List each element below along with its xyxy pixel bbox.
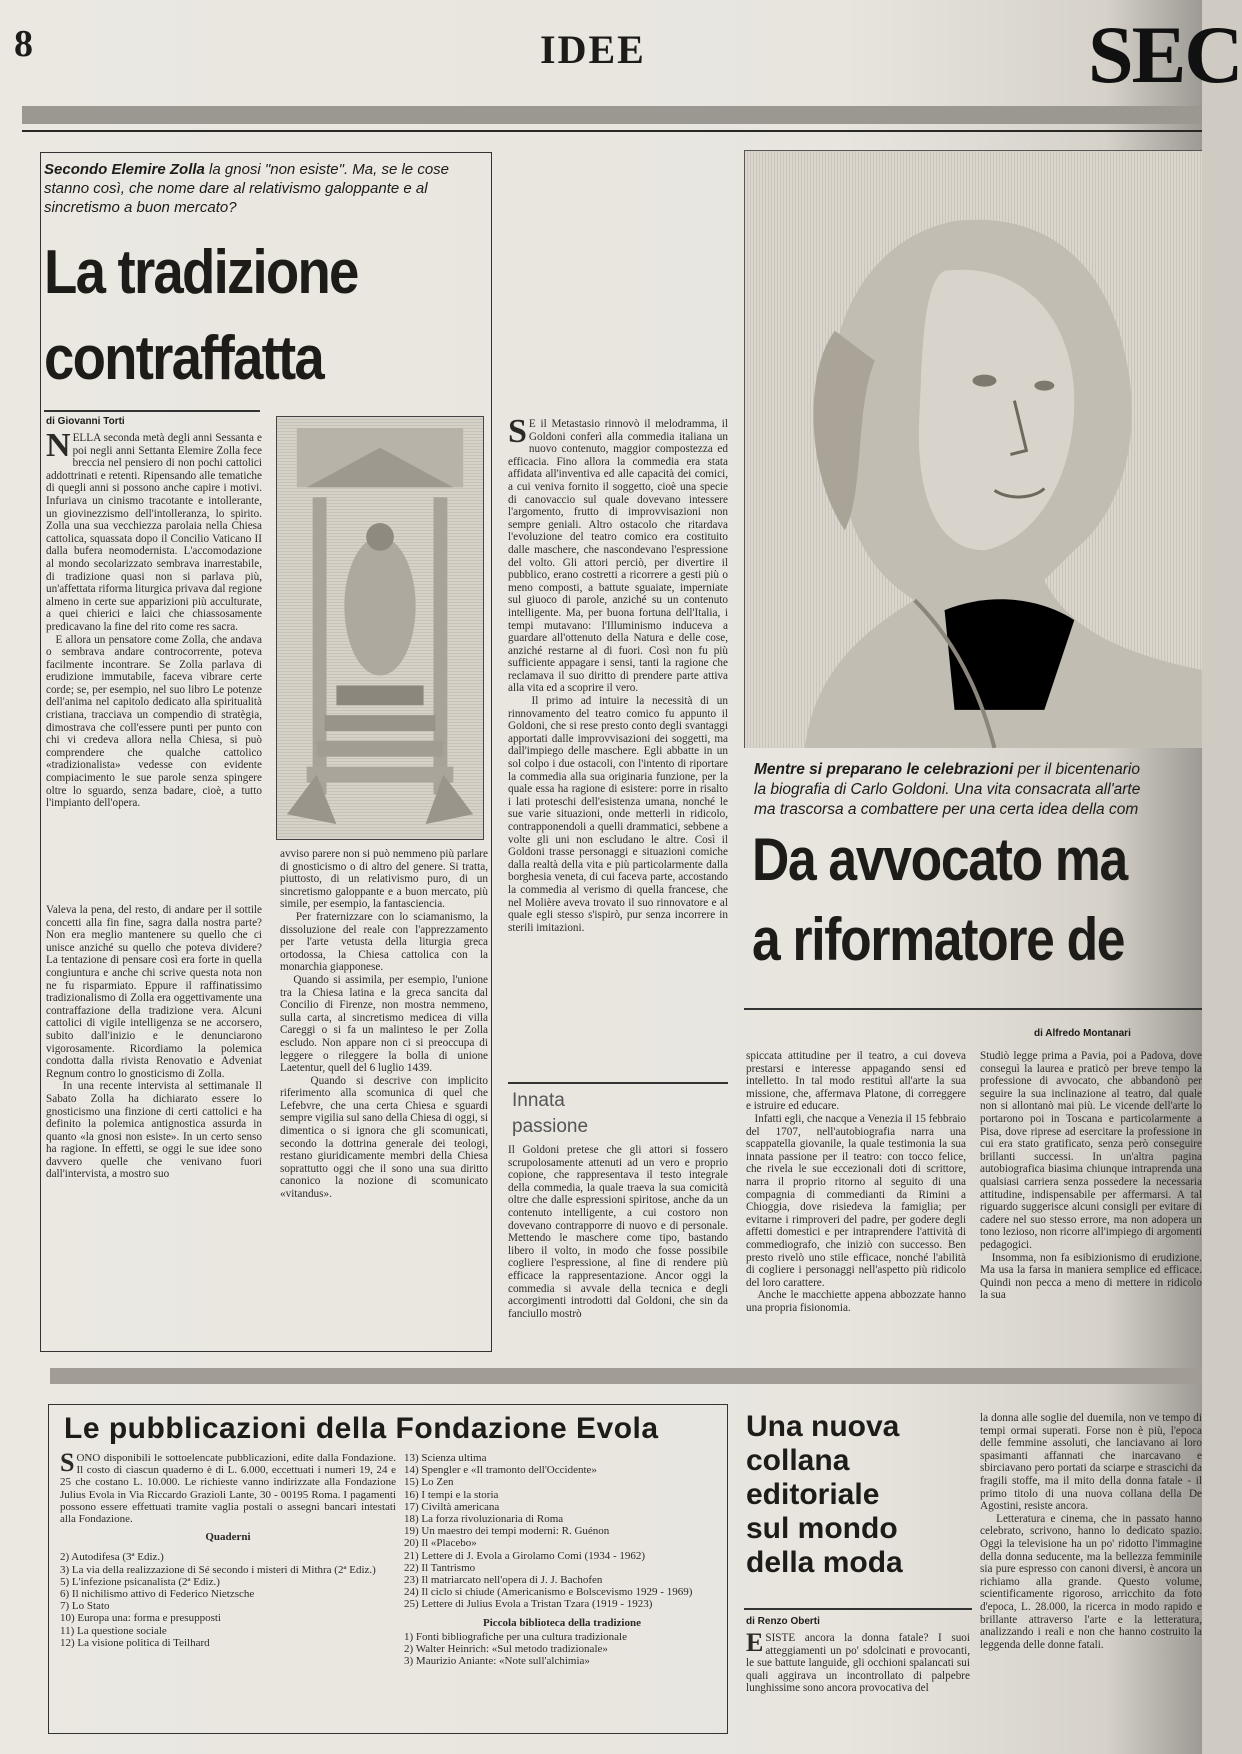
drop-cap: N — [46, 427, 71, 464]
subhead-rule — [508, 1082, 728, 1084]
fondazione-column — [404, 1452, 720, 1722]
article-headline — [44, 230, 431, 402]
deck-text: per il bicentenario — [1013, 761, 1140, 778]
subhead-line: passione — [512, 1116, 589, 1137]
list-item: 7) Lo Stato — [60, 1600, 110, 1613]
list-item: 3) La via della realizzazione di Sé secondo i misteri di Mithra (2ª Ediz.) — [60, 1563, 376, 1576]
headline-line: sul mondo — [746, 1512, 898, 1545]
headline-line: della moda — [746, 1546, 903, 1579]
article2-deck — [754, 760, 1214, 820]
headline-line: La tradizione — [44, 238, 358, 307]
fondazione-column — [60, 1448, 396, 1722]
article2-byline: di Alfredo Montanari — [1034, 1028, 1131, 1039]
list-item: 11) La questione sociale — [60, 1624, 167, 1637]
article-byline: di Giovanni Torti — [46, 416, 125, 427]
list-item: 5) L'infezione psicanalista (2ª Ediz.) — [60, 1575, 220, 1588]
quaderni-list — [60, 1551, 396, 1649]
list-item: 10) Europa una: forma e presupposti — [60, 1612, 221, 1625]
list-item: 16) I tempi e la storia — [404, 1488, 499, 1501]
list-item: 22) Il Tantrismo — [404, 1561, 476, 1574]
headline-line: Da avvocato ma — [752, 826, 1127, 893]
collana-byline: di Renzo Oberti — [746, 1616, 820, 1627]
list-item: 18) La forza rivoluzionaria di Roma — [404, 1513, 564, 1526]
section-title: IDEE — [540, 27, 646, 72]
list-item: 24) Il ciclo si chiude (Americanismo e Bolscevismo 1929 - 1969) — [404, 1586, 693, 1599]
collana-column: la donna alle soglie del duemila, non ve tempo di tempi ormai superati. Forse non è più, l'epoca delle femmine assoluti, che lanciavano ai loro spasimanti affannati che inarcavano e sbirciavano pero portati da sciarpe e strascichi da fragili stoffe, ma il mito della donna fatale - il primo titolo di una nuova collana della De Agostini, resiste ancora. Letteratura e cinema, che in passato hanno celebrato, scrivono, hanno lo dedicato spazio. Oggi la televisione ha un po' ridotto l'immagine della donna seducente, ma la bellezza femminile sia pure espresso con canoni diversi, è ancora un richiamo alla grande. Questo volume, scientificamente rigoroso, arricchito da foto d'epoca, L. 28.000, la ricerca in modo rapido e brillante attraverso l'arte e la letteratura, analizzando i reali e non che hanno costruito la leggenda delle donne fatali. — [980, 1412, 1202, 1651]
deck-author: Secondo Elemire Zolla — [44, 161, 205, 178]
list-item: 20) Il «Placebo» — [404, 1537, 477, 1550]
article-column: Studiò legge prima a Pavia, poi a Padova, dove conseguì la laurea e praticò per breve tempo la professione di avvocato, che abbandonò per seguire la sua inclinazione al teatro, dal quale non si allontanò mai più. Le vicende dell'arte lo portarono poi in Toscana e particolarmente a Pisa, dove riprese ad esercitare la professione in cui era stato gratificato, senza però conseguire brillanti successi. In un'altra pagina autobiografica biasima chiunque intraprenda una qualsiasi carriera senza possedere la necessaria attitudine, indispensabile per affermarsi. A tal riguardo suggerisce alcuni consigli per evitare di cadere nel suo stesso errore, ma non adopera un tono lezioso, non ricorre all'impiego di argomenti pedagogici. Insomma, non fa esibizionismo di erudizione. Ma usa la farsa in maniera semplice ed efficace. Quindi non pecca a meno di mettere in ridicolo la sua — [980, 1050, 1202, 1302]
article2-headline — [752, 820, 1234, 980]
byline-rule — [744, 1608, 972, 1610]
deck-text: la gnosi "non esiste". Ma, se le cose stanno così, che nome dare al relativismo galoppante e al sincretismo a buon mercato? — [44, 161, 449, 216]
headline-line: a riformatore de — [752, 906, 1125, 973]
quaderni-list — [404, 1452, 720, 1611]
article-column — [508, 413, 728, 1084]
list-item: 25) Lettere di Julius Evola a Tristan Tzara (1919 - 1923) — [404, 1598, 653, 1611]
engraving-image — [277, 417, 483, 839]
byline-rule — [44, 410, 260, 412]
headline-rule — [744, 1008, 1202, 1010]
collana-headline — [746, 1410, 976, 1580]
list-item: 1) Fonti bibliografiche per una cultura tradizionale — [404, 1630, 627, 1643]
headline-line: Una nuova — [746, 1410, 900, 1443]
biblioteca-heading: Piccola biblioteca della tradizione — [483, 1616, 641, 1629]
article-column — [46, 427, 262, 902]
column-text: ELLA seconda metà degli anni Sessanta e poi negli anni Settanta Elemire Zolla fece breccia nel pensiero di non pochi cattolici addottrinati e retenti. Ripensando alle tematiche di quegli anni si possono anche capire i motivi. Infuriava un cinismo tracotante e intollerante, un giovinezzismo dell'intolleranza, lo spirito. Zolla una sua vecchiezza parolaia nella Chiesa cattolica, squassata dopo il Concilio Vaticano II dalla bufera neomodernista. L'accomodazione al mondo secolarizzato sembrava inarrestabile, di tradizione quasi non si parlava più, un'affettata riforma liturgica privava dal regione almeno in certe sue apparizioni più acculturate, a quei chierici e laici che chiassosamente predicavano la fine del rito come res sacra. E allora un pensatore come Zolla, che andava o sembrava andare controcorrente, poteva facilmente incontrare. Se Zolla parlava di erudizione immutabile, faceva vibrare certe corde; se, per esempio, nel suo libro Le potenze dell'anima nel capitolo dedicato alla spiritualità cristiana, tracciava un compendio di stratègia, dimostrava che coll'essere punti per punto con chi vi credeva allora nella Chiesa, si può comprendere che qualche cattolico «tradizionalista» vedesse con evidente compiacimento le sue parole senza spingere oltre lo sguardo, senza badare, cioè, a tutto l'impianto dell'opera. — [46, 432, 262, 810]
list-item: 6) Il nichilismo attivo di Federico Nietzsche — [60, 1588, 255, 1601]
drop-cap: S — [508, 413, 527, 450]
collana-column — [746, 1628, 970, 1734]
list-item: 14) Spengler e «Il tramonto dell'Occidente» — [404, 1464, 597, 1477]
deck-text: ma trascorsa a combattere per una certa idea della com — [754, 801, 1139, 818]
deck-text: la biografia di Carlo Goldoni. Una vita consacrata all'arte — [754, 781, 1141, 798]
list-item: 17) Civiltà americana — [404, 1500, 500, 1513]
list-item: 13) Scienza ultima — [404, 1452, 487, 1464]
list-item: 2) Autodifesa (3ª Ediz.) — [60, 1551, 164, 1564]
list-item: 19) Un maestro dei tempi moderni: R. Guénon — [404, 1525, 610, 1538]
header-rule — [22, 130, 1202, 132]
headline-line: editoriale — [746, 1478, 880, 1511]
list-item: 2) Walter Heinrich: «Sul metodo tradizionale» — [404, 1643, 608, 1656]
list-item: 21) Lettere di J. Evola a Girolamo Comi (1934 - 1962) — [404, 1549, 646, 1562]
article-column: avviso parere non si può nemmeno più parlare di gnosticismo o di altro del genere. Si tratta, piuttosto, di un relativismo puro, di un sincretismo galoppante e a buon mercato, più simile, per esempio, la fantasciencia. Per fraternizzare con lo sciamanismo, la dissoluzione del reale con l'apprezzamento per l'arte vetusta della liturgia greca ortodossa, la Chiesa cattolica con la monarchia giapponese. Quando si assimila, per esempio, l'unione tra la Chiesa latina e la greca sancita dal Concilio di Firenze, non mostra nemmeno, sulla carta, al sincretismo medicea di villa Careggi o si fa un malinteso le per Zolla escludo. Non appare non ci si preoccupa di leggere o rileggere la bolla di unione Laetentur, quell del 6 luglio 1439. Quando si descrive con implicito riferimento alla scomunica di quel che Lefebvre, che una certa Chiesa e sguardi sempre vigilia sul sano della Chiesa di oggi, si dimentica o si ignora che gli scomunicati, secondo la dottrina generale dei teologi, restano giuridicamente membri della Chiesa soprattutto oggi che il sono una sua diritto canonico la nozione di scomunicato «vitandus». — [280, 848, 488, 1201]
fondazione-intro: ONO disponibili le sottoelencate pubblicazioni, edite dalla Fondazione. Il costo di ciascun quaderno è di L. 6.000, eccettuati i numeri 19, 24 e 25 che costano L. 10.000. Le richieste vanno indirizzate alla Fondazione Julius Evola in Via Riccardo Grazioli Lante, 30 - 00195 Roma. I pagamenti possono essere effettuati tramite vaglia postali o assegni bancari intestati alla Fondazione. — [60, 1452, 396, 1526]
biblioteca-list — [404, 1631, 720, 1668]
article-column: Il Goldoni pretese che gli attori si fossero scrupolosamente attenuti ad un vero e proprio copione, che rappresentava il testo integrale della commedia, la quale traeva la sua comicità oltre che dalle espressioni spiritose, anche da un contenuto intelligente, a cui costoro non dovevano contrapporre di nuovo e di personale. Mettendo le maschere come tipo, bastando libero il volto, in modo che fosse possibile cogliere l'espressione, al fine di rendere più efficace la rappresentazione. Ancor oggi la commedia si avvale della tecnica e degli accorgimenti introdotti dal Goldoni, che sin da fanciullo mostrò — [508, 1144, 728, 1320]
portrait-image — [745, 151, 1202, 748]
deck-lead: Mentre si preparano le celebrazioni — [754, 761, 1014, 778]
list-item: 15) Lo Zen — [404, 1476, 454, 1489]
column-text: E il Metastasio rinnovò il melodramma, il Goldoni conferì alla commedia italiana un nuovo contenuto, maggior compostezza ed efficacia. Fino allora la commedia era stata affidata all'inventiva ed alle capacità dei comici, a cui veniva fornito il soggetto, cioè una specie di canovaccio sul quale dovevano intessere l'argomento, frutto di improvvisazioni non sempre geniali. Altro ostacolo che ritardava l'evoluzione del teatro comico era costituito dalle maschere, che nascondevano l'espressione del volto. Gli attori perciò, per divertire il pubblico, erano costretti a ricorrere a gesti più o meno composti, a battute sguaiate, imperniate sul giuoco di parole, anziché su un contenuto intelligente. Ma, per buona fortuna dell'Italia, i tempi mutavano: l'Illuminismo induceva a guardare all'ottenuto della Natura e delle cose, anziché restarne al di fuori. Così non fu più sufficiente appagare i sensi, tanti la ragione che reclamava il suo diritto di prendere parte attiva alla vita ed a scoprire il vero. Il primo ad intuire la necessità di un rinnovamento del teatro comico fu appunto il Goldoni, che si rese presto conto degli svantaggi apportati dalle improvvisazioni dei soggetti, ma dall'impiego delle maschere. Egli abbatte in un sol colpo i due ostacoli, con l'intento di riportare la commedia alla sua originaria funzione, per la quale essa ha ragione di esistere: porre in risalto i lati proteschi dell'esistenza umana, nonché le sue varie situazioni, onde metterli in ridicolo, contrapponendoli a quelli drammatici, sebbene a volte gli uni non escludano le altre. Così il Goldoni trasse personaggi e situazioni comiche dalla realtà della vita e più particolarmente dalla borghesia veneta, di cui faceva parte, accostando la commedia al verismo di quella francese, che nel Molière aveva trovato il suo rinnovatore e al quale egli stesso s'ispirò, pur senza incorrere in sterili imitazioni. — [508, 418, 728, 934]
drop-cap: E — [746, 1628, 764, 1657]
goldoni-portrait — [744, 150, 1202, 748]
list-item: 3) Maurizio Aniante: «Note sull'alchimia» — [404, 1655, 590, 1668]
article-deck — [44, 160, 464, 217]
headline-line: contraffatta — [44, 324, 323, 393]
list-item: 12) La visione politica di Teilhard — [60, 1636, 210, 1649]
quaderni-heading: Quaderni — [205, 1531, 251, 1544]
section-band — [50, 1368, 1202, 1384]
subhead-line: Innata — [512, 1090, 565, 1111]
engraving-illustration — [276, 416, 484, 840]
header-band — [22, 106, 1202, 124]
headline-line: collana — [746, 1444, 850, 1477]
article-subhead — [512, 1088, 588, 1140]
list-item: 23) Il matriarcato nell'opera di J. J. Bachofen — [404, 1574, 603, 1587]
masthead: SEC — [1088, 9, 1242, 100]
fondazione-title: Le pubblicazioni della Fondazione Evola — [64, 1412, 659, 1445]
page-number: 8 — [14, 23, 33, 65]
article-column: spiccata attitudine per il teatro, a cui doveva prestarsi e interesse appagando sensi ed intelletto. In tal modo restituì all'arte la sua missione, che, affermava Platone, di correggere e istruire ed educare. Infatti egli, che nacque a Venezia il 15 febbraio del 1707, nell'autobiografia narra una scappatella giovanile, la quale testimonia la sua innata passione per il teatro: con tocco felice, che rivela le sue eccezionali doti di scrittore, narra il proprio ritorno al seguito di una compagnia di commedianti da Rimini a Chioggia, dove risiedeva la famiglia; per evitarne i rimproveri del padre, per godere degli affetti domestici e per intraprendere l'attività di commediografo, che iniziò con successo. Ben presto rivelò uno stile efficace, nonché l'abilità di cogliere i personaggi nell'aspetto più ridicolo del loro carattere. Anche le macchiette appena abbozzate hanno una propria fisionomia. — [746, 1050, 966, 1314]
drop-cap: S — [60, 1448, 75, 1477]
article-column: Valeva la pena, del resto, di andare per il sottile concetti alla fin fine, sagra dalla nostra parte? Non era meglio mantenere su quello che ci unisce anziché su quello che poteva dividere? La tentazione di pensare così era forte in quella congiuntura e anche chi scrive questa nota non ne fu risparmiato. Eppure il raffinatissimo tradizionalismo di Zolla era oggettivamente una contraffazione della tradizione vera. Alcuni cattolici di vigile intelligenza se ne accorsero, subito dall'inizio e le denunciarono vigorosamente. Ricordiamo la polemica condotta dalla rivista Renovatio e Adveniat Regnum contro lo gnosticismo di Zolla. In una recente intervista al settimanale Il Sabato Zolla ha dichiarato essere lo gnosticismo una finzione di certi cattolici e ha definito la polemica antignostica assurda in quanto «la gnosi non esiste». In un certo senso ha ragione. In effetti, se oggi le sue idee sono davvero quelle che venivano fuori dall'intervista, a mostro suo — [46, 904, 262, 1181]
column-text: SISTE ancora la donna fatale? I suoi atteggiamenti un po' sdolcinati e provocanti, le sue battute languide, gli occhioni spalancati sui quali aggirava un incontrollato di palpebre lunghissime sono ancora provocativa del — [746, 1632, 970, 1695]
